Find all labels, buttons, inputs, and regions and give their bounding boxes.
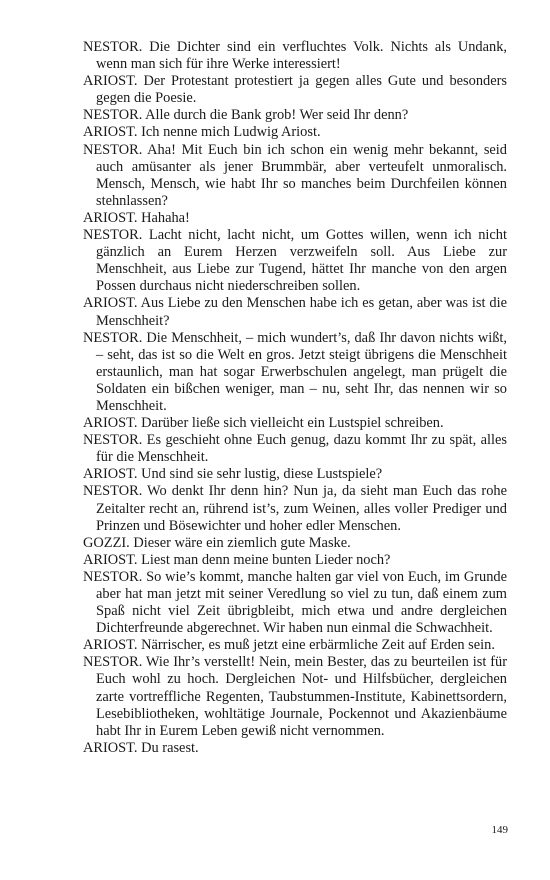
dialogue-paragraph: NESTOR. So wie’s kommt, manche halten gar viel von Euch, im Grunde aber hat man jetzt mit seiner Veredlung so viel zu tun, daß einem zum Spaß nicht viel Zeit übrigbleibt, mich etwa und andre dergleichen Dichterfreunde abgerechnet. Wir haben nun einmal die Schwachheit. [83,568,507,637]
dialogue-paragraph: NESTOR. Wie Ihr’s verstellt! Nein, mein Bester, das zu beurteilen ist für Euch wohl zu hoch. Dergleichen Not- und Hilfsbücher, dergleichen zarte vortreffliche Regenten, Taubstummen-Institute, Kabinettsordern, Lesebibliotheken, wohltätige Journale, Pockennot und Akazienbäume habt Ihr in Eurem Leben gewiß nicht vernommen. [83,654,507,739]
dialogue-paragraph: GOZZI. Dieser wäre ein ziemlich gute Maske. [83,534,351,551]
dialogue-paragraph: ARIOST. Der Protestant protestiert ja gegen alles Gute und besonders gegen die Poesie. [83,73,507,107]
page-number: 149 [491,824,508,836]
dialogue-paragraph: ARIOST. Aus Liebe zu den Menschen habe ich es getan, aber was ist die Menschheit? [83,295,507,329]
dialogue-paragraph: NESTOR. Die Dichter sind ein verfluchtes Volk. Nichts als Undank, wenn man sich für ihre Werke interessiert! [83,39,507,73]
dialogue-paragraph: NESTOR. Aha! Mit Euch bin ich schon ein wenig mehr bekannt, seid auch amüsanter als jener Brummbär, aber verteufelt unmoralisch. Mensch, Mensch, wie habt Ihr so manches beim Durchfeilen können stehnlassen? [83,141,507,209]
dialogue-paragraph: NESTOR. Alle durch die Bank grob! Wer seid Ihr denn? [83,107,409,124]
dialogue-paragraph: NESTOR. Lacht nicht, lacht nicht, um Gottes willen, wenn ich nicht gänzlich an Eurem Herzen verzweifeln soll. Aus Liebe zur Menschheit, aus Liebe zur Tugend, hättet Ihr manche von den argen Possen durchaus nicht niederschreiben sollen. [83,227,507,295]
dialogue-paragraph: ARIOST. Und sind sie sehr lustig, diese Lustspiele? [83,466,383,483]
dialogue-text [83,39,507,757]
dialogue-paragraph: ARIOST. Hahaha! [83,209,190,226]
dialogue-paragraph: NESTOR. Wo denkt Ihr denn hin? Nun ja, da sieht man Euch das rohe Zeitalter recht an, rührend ist’s, zum Weinen, alles voller Prediger und Prinzen und Bösewichter und hoher edler Menschen. [83,483,507,534]
dialogue-paragraph: ARIOST. Du rasest. [83,739,199,756]
dialogue-paragraph: ARIOST. Närrischer, es muß jetzt eine erbärmliche Zeit auf Erden sein. [83,637,495,654]
dialogue-paragraph: NESTOR. Es geschieht ohne Euch genug, dazu kommt Ihr zu spät, alles für die Menschheit. [83,432,507,466]
dialogue-paragraph: ARIOST. Ich nenne mich Ludwig Ariost. [83,124,321,141]
dialogue-paragraph: ARIOST. Liest man denn meine bunten Lieder noch? [83,551,391,568]
dialogue-paragraph: NESTOR. Die Menschheit, – mich wundert’s, daß Ihr davon nichts wißt, – seht, das ist so die Welt en gros. Jetzt steigt übrigens die Menschheit erstaunlich, man hat sogar Erwerbschulen angelegt, man prügelt die Soldaten ein bißchen weniger, man – nu, seht Ihr, das nennen wir so Menschheit. [83,329,507,414]
dialogue-paragraph: ARIOST. Darüber ließe sich vielleicht ein Lustspiel schreiben. [83,415,444,432]
